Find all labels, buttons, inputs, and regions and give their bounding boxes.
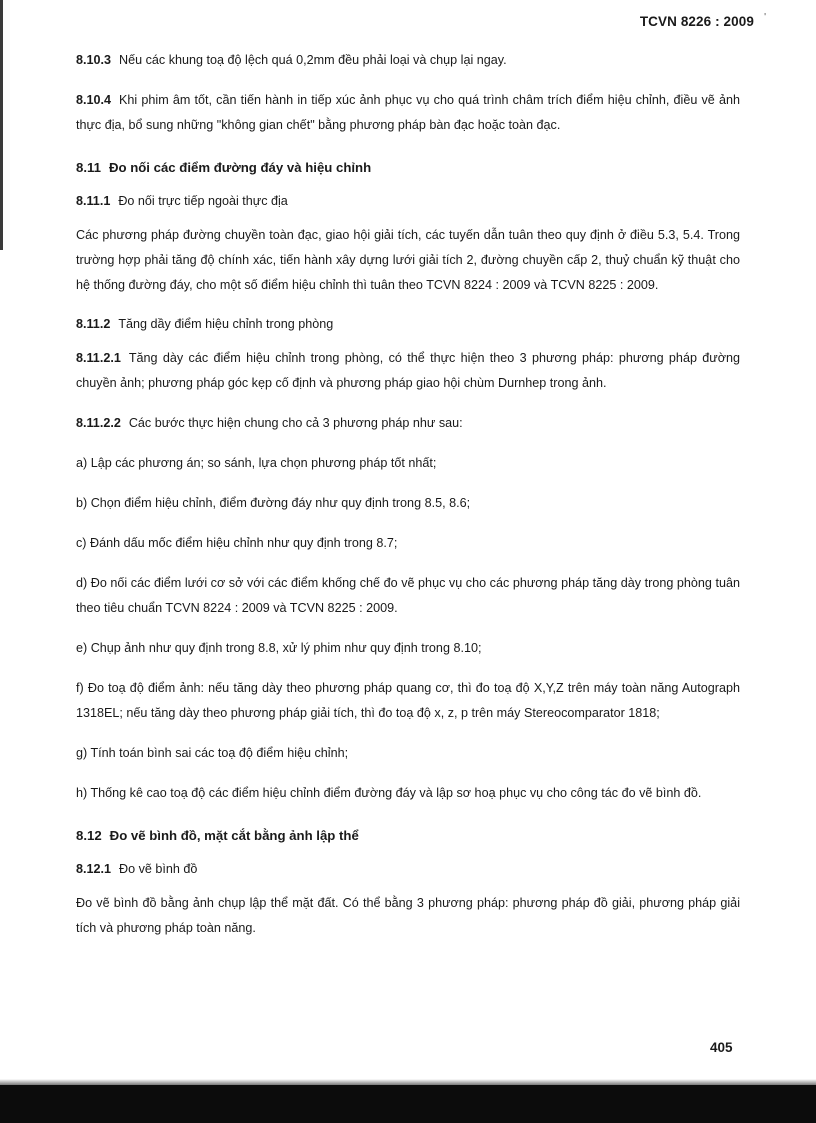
clause-text: b) Chọn điểm hiệu chỉnh, điểm đường đáy như quy định trong 8.5, 8.6;: [76, 496, 471, 510]
subsection-title: [76, 858, 740, 880]
paragraph: [76, 88, 740, 138]
clause-number: 8.11: [76, 160, 101, 175]
paragraph: [76, 451, 740, 476]
clause-text: Nếu các khung toạ độ lệch quá 0,2mm đều phải loại và chụp lại ngay.: [119, 53, 507, 67]
clause-text: Tăng dày các điểm hiệu chỉnh trong phòng, có thể thực hiện theo 3 phương pháp: phương pháp đường chuyền ảnh; phương pháp góc kẹp cố định và phương pháp giao hội chùm Durnhep trong ảnh.: [76, 351, 740, 390]
page-number: 405: [710, 1040, 733, 1055]
clause-text: h) Thống kê cao toạ độ các điểm hiệu chỉnh điểm đường đáy và lập sơ hoạ phục vụ cho công tác đo vẽ bình đồ.: [76, 786, 702, 800]
paragraph: [76, 411, 740, 436]
clause-number: 8.11.1: [76, 194, 111, 208]
clause-text: Đo nối trực tiếp ngoài thực địa: [118, 194, 288, 208]
clause-text: Các bước thực hiện chung cho cả 3 phương pháp như sau:: [128, 416, 463, 430]
paragraph: [76, 571, 740, 621]
clause-number: 8.11.2: [76, 317, 111, 331]
clause-text: f) Đo toạ độ điểm ảnh: nếu tăng dày theo phương pháp quang cơ, thì đo toạ độ X,Y,Z trên máy toàn năng Autograph 1318EL; nếu tăng dày theo phương pháp giải tích, thì đo toạ độ x, z, p trên máy Stereocomparator 1818;: [76, 681, 740, 720]
paragraph: [76, 636, 740, 661]
page-left-edge-shadow: [0, 0, 3, 250]
clause-number: 8.10.3: [76, 53, 112, 67]
clause-number: 8.11.2.1: [76, 351, 121, 365]
paragraph: [76, 491, 740, 516]
paragraph: [76, 676, 740, 726]
clause-text: Tăng dầy điểm hiệu chỉnh trong phòng: [118, 317, 334, 331]
paragraph: [76, 48, 740, 73]
paragraph: [76, 531, 740, 556]
header-mark: ': [764, 12, 766, 23]
subsection-title: [76, 313, 740, 335]
clause-number: 8.11.2.2: [76, 416, 121, 430]
clause-text: Đo nối các điểm đường đáy và hiệu chỉnh: [108, 160, 372, 175]
paragraph: [76, 223, 740, 298]
standard-code-header: TCVN 8226 : 2009: [639, 14, 754, 29]
clause-text: d) Đo nối các điểm lưới cơ sở với các điểm khống chế đo vẽ phục vụ cho các phương pháp tăng dày trong phòng tuân theo tiêu chuẩn TCVN 8224 : 2009 và TCVN 8225 : 2009.: [76, 576, 740, 615]
clause-number: 8.12.1: [76, 862, 112, 876]
clause-number: 8.12: [76, 828, 102, 843]
clause-text: Đo vẽ bình đồ: [119, 862, 198, 876]
clause-text: c) Đánh dấu mốc điểm hiệu chỉnh như quy định trong 8.7;: [76, 536, 398, 550]
clause-text: a) Lập các phương án; so sánh, lựa chọn phương pháp tốt nhất;: [76, 456, 437, 470]
paragraph: [76, 781, 740, 806]
section-heading: [76, 158, 740, 178]
subsection-title: [76, 190, 740, 212]
scan-bottom-edge: [0, 1085, 816, 1123]
clause-text: Đo vẽ bình đồ bằng ảnh chụp lập thể mặt đất. Có thể bằng 3 phương pháp: phương pháp đồ giải, phương pháp giải tích và phương pháp toàn năng.: [76, 896, 740, 935]
clause-text: Đo vẽ bình đồ, mặt cắt bằng ảnh lập thể: [109, 828, 359, 843]
document-body: [76, 48, 740, 956]
clause-text: e) Chụp ảnh như quy định trong 8.8, xử lý phim như quy định trong 8.10;: [76, 641, 482, 655]
paragraph: [76, 891, 740, 941]
section-heading: [76, 826, 740, 846]
clause-number: 8.10.4: [76, 93, 112, 107]
paragraph: [76, 741, 740, 766]
clause-text: Các phương pháp đường chuyền toàn đạc, giao hội giải tích, các tuyến dẫn tuân theo quy định ở điều 5.3, 5.4. Trong trường hợp phải tăng độ chính xác, tiến hành xây dựng lưới giải tích 2, đường chuyền cấp 2, thuỷ chuẩn kỹ thuật cho hệ thống đường đáy, cho một số điểm hiệu chỉnh thì tuân theo TCVN 8224 : 2009 và TCVN 8225 : 2009.: [76, 228, 740, 292]
paragraph: [76, 346, 740, 396]
clause-text: Khi phim âm tốt, cần tiến hành in tiếp xúc ảnh phục vụ cho quá trình châm trích điểm hiệu chỉnh, điều vẽ ảnh thực địa, bổ sung những "không gian chết" bằng phương pháp bàn đạc hoặc toàn đạc.: [76, 93, 740, 132]
clause-text: g) Tính toán bình sai các toạ độ điểm hiệu chỉnh;: [76, 746, 349, 760]
